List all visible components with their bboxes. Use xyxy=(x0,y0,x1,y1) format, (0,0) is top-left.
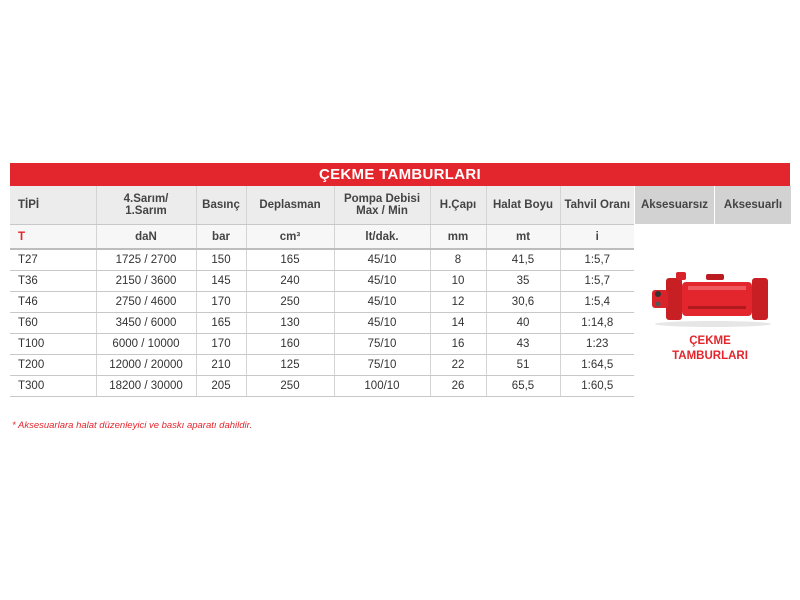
cell-basinc: 205 xyxy=(196,376,246,397)
col-header-pompa-line1: Pompa Debisi xyxy=(343,193,421,205)
cell-halat: 40 xyxy=(486,313,560,334)
cell-hcapi: 22 xyxy=(430,355,486,376)
cell-tip: T27 xyxy=(10,249,96,271)
spec-table xyxy=(10,186,634,397)
cell-halat: 65,5 xyxy=(486,376,560,397)
cell-pompa: 75/10 xyxy=(334,355,430,376)
cell-tahvil: 1:14,8 xyxy=(560,313,634,334)
cell-tip: T36 xyxy=(10,271,96,292)
cell-halat: 41,5 xyxy=(486,249,560,271)
header-row xyxy=(10,186,634,225)
unit-tipi: T xyxy=(10,225,96,250)
cell-basinc: 145 xyxy=(196,271,246,292)
cell-basinc: 170 xyxy=(196,334,246,355)
col-header-aksesuarsiz: Aksesuarsız xyxy=(634,186,714,224)
image-caption-line1: ÇEKME xyxy=(689,335,731,347)
unit-deplasman: cm³ xyxy=(246,225,334,250)
cell-tahvil: 1:5,4 xyxy=(560,292,634,313)
cell-deplasman: 250 xyxy=(246,376,334,397)
col-header-sarim-line1: 4.Sarım/ xyxy=(123,193,169,205)
table-row xyxy=(10,271,634,292)
unit-basinc: bar xyxy=(196,225,246,250)
col-header-sarim xyxy=(96,186,196,225)
cell-hcapi: 14 xyxy=(430,313,486,334)
cell-sarim: 2150 / 3600 xyxy=(96,271,196,292)
cell-halat: 30,6 xyxy=(486,292,560,313)
unit-halat: mt xyxy=(486,225,560,250)
cell-basinc: 170 xyxy=(196,292,246,313)
unit-hcapi: mm xyxy=(430,225,486,250)
cell-tip: T60 xyxy=(10,313,96,334)
cell-deplasman: 160 xyxy=(246,334,334,355)
cell-sarim: 6000 / 10000 xyxy=(96,334,196,355)
cell-halat: 35 xyxy=(486,271,560,292)
table-title: ÇEKME TAMBURLARI xyxy=(10,163,790,186)
cell-hcapi: 12 xyxy=(430,292,486,313)
image-caption-line2: TAMBURLARI xyxy=(672,350,748,362)
cell-tahvil: 1:23 xyxy=(560,334,634,355)
cell-halat: 51 xyxy=(486,355,560,376)
cell-sarim: 1725 / 2700 xyxy=(96,249,196,271)
unit-tahvil: i xyxy=(560,225,634,250)
cell-tip: T300 xyxy=(10,376,96,397)
cell-sarim: 12000 / 20000 xyxy=(96,355,196,376)
winch-drum-image xyxy=(648,268,778,328)
col-header-halat: Halat Boyu xyxy=(486,186,560,225)
col-header-tipi: TİPİ xyxy=(10,186,96,225)
table-row xyxy=(10,355,634,376)
table-row xyxy=(10,249,634,271)
cell-pompa: 45/10 xyxy=(334,249,430,271)
cell-pompa: 45/10 xyxy=(334,271,430,292)
col-header-pompa-line2: Max / Min xyxy=(356,205,408,217)
units-row xyxy=(10,225,634,250)
col-header-aksesuarli: Aksesuarlı xyxy=(714,186,791,224)
cell-deplasman: 250 xyxy=(246,292,334,313)
footnote: * Aksesuarlara halat düzenleyici ve baskı aparatı dahildir. xyxy=(12,420,253,431)
cell-tip: T46 xyxy=(10,292,96,313)
cell-deplasman: 125 xyxy=(246,355,334,376)
cell-tahvil: 1:5,7 xyxy=(560,271,634,292)
cell-tahvil: 1:5,7 xyxy=(560,249,634,271)
col-header-hcapi: H.Çapı xyxy=(430,186,486,225)
cell-deplasman: 165 xyxy=(246,249,334,271)
cell-hcapi: 8 xyxy=(430,249,486,271)
table-row xyxy=(10,376,634,397)
table-row xyxy=(10,292,634,313)
col-header-basinc: Basınç xyxy=(196,186,246,225)
cell-basinc: 150 xyxy=(196,249,246,271)
cell-hcapi: 16 xyxy=(430,334,486,355)
cell-tip: T100 xyxy=(10,334,96,355)
cell-hcapi: 26 xyxy=(430,376,486,397)
unit-sarim: daN xyxy=(96,225,196,250)
cell-halat: 43 xyxy=(486,334,560,355)
unit-pompa: lt/dak. xyxy=(334,225,430,250)
cell-hcapi: 10 xyxy=(430,271,486,292)
cell-tip: T200 xyxy=(10,355,96,376)
col-header-tahvil: Tahvil Oranı xyxy=(560,186,634,225)
cell-sarim: 18200 / 30000 xyxy=(96,376,196,397)
cell-pompa: 45/10 xyxy=(334,292,430,313)
cell-sarim: 3450 / 6000 xyxy=(96,313,196,334)
col-header-deplasman: Deplasman xyxy=(246,186,334,225)
cell-pompa: 45/10 xyxy=(334,313,430,334)
image-caption xyxy=(640,334,780,364)
cell-tahvil: 1:64,5 xyxy=(560,355,634,376)
cell-basinc: 210 xyxy=(196,355,246,376)
cell-deplasman: 130 xyxy=(246,313,334,334)
col-header-sarim-line2: 1.Sarım xyxy=(125,205,167,217)
cell-pompa: 75/10 xyxy=(334,334,430,355)
table-row xyxy=(10,313,634,334)
cell-pompa: 100/10 xyxy=(334,376,430,397)
cell-sarim: 2750 / 4600 xyxy=(96,292,196,313)
cell-deplasman: 240 xyxy=(246,271,334,292)
col-header-pompa xyxy=(334,186,430,225)
cell-tahvil: 1:60,5 xyxy=(560,376,634,397)
table-row xyxy=(10,334,634,355)
cell-basinc: 165 xyxy=(196,313,246,334)
